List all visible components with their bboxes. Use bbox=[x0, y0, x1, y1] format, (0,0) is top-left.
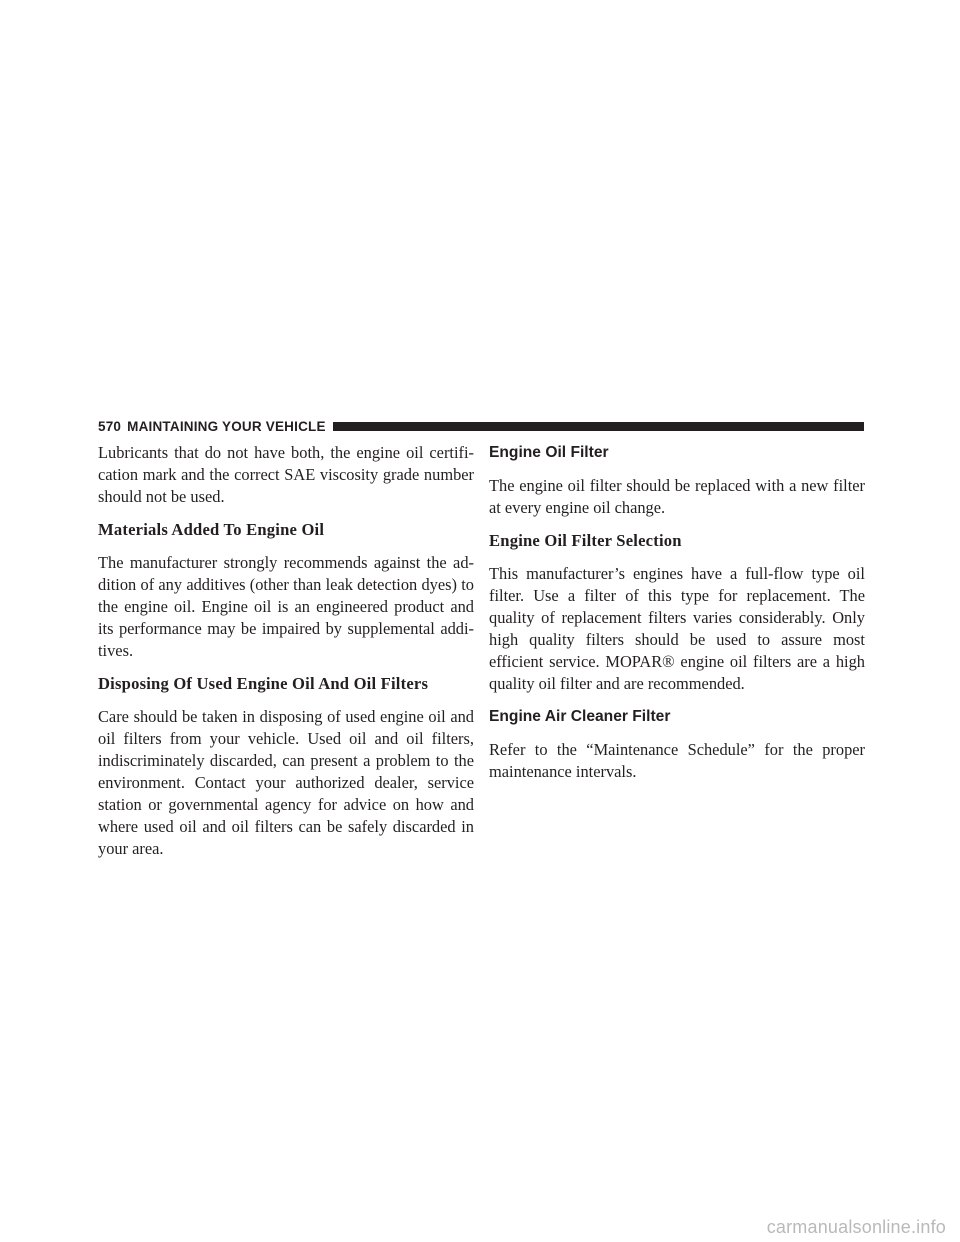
oil-filter-paragraph: The engine oil filter should be replaced with a new filter at every engine oil change. bbox=[489, 476, 865, 517]
header-rule bbox=[333, 422, 864, 431]
disposing-paragraph: Care should be taken in disposing of used engine oil and oil filters from your vehicle. Used oil and oil filters, indiscriminately discarded, can present a problem to the environment. Contact your authorized dealer, service station or governmental agency for advice on how and where used oil and oil filters can be safely discarded in your area. bbox=[98, 707, 474, 858]
section-title: MAINTAINING YOUR VEHICLE bbox=[127, 418, 326, 434]
page-header bbox=[98, 417, 864, 435]
materials-paragraph: The manufacturer strongly recommends against the ad- dition of any additives (other than leak detection dyes) to the engine oil. Engine oil is an engineered product and its performance may be impaired by supplemental addi- tives. bbox=[98, 553, 474, 660]
page-number: 570 bbox=[98, 418, 122, 434]
watermark-link[interactable]: carmanualsonline.info bbox=[766, 1217, 946, 1237]
selection-paragraph: This manufacturer’s engines have a full-flow type oil filter. Use a filter of this type for replacement. The quality of replacement filters varies considerably. Only high quality filters should be used to assure most efficient service. MOPAR® engine oil filters are a high quality oil filter and are recommended. bbox=[489, 564, 865, 693]
selection-heading: Engine Oil Filter Selection bbox=[489, 531, 682, 550]
materials-heading: Materials Added To Engine Oil bbox=[98, 520, 325, 539]
oil-filter-heading: Engine Oil Filter bbox=[489, 444, 609, 461]
intro-paragraph: Lubricants that do not have both, the engine oil certifi- cation mark and the correct SAE viscosity grade number should not be used. bbox=[98, 443, 474, 506]
air-cleaner-paragraph: Refer to the “Maintenance Schedule” for the proper maintenance intervals. bbox=[489, 740, 865, 781]
disposing-heading: Disposing Of Used Engine Oil And Oil Filters bbox=[98, 674, 429, 693]
air-cleaner-heading: Engine Air Cleaner Filter bbox=[489, 708, 671, 725]
left-column bbox=[98, 442, 474, 871]
right-column bbox=[489, 442, 865, 794]
